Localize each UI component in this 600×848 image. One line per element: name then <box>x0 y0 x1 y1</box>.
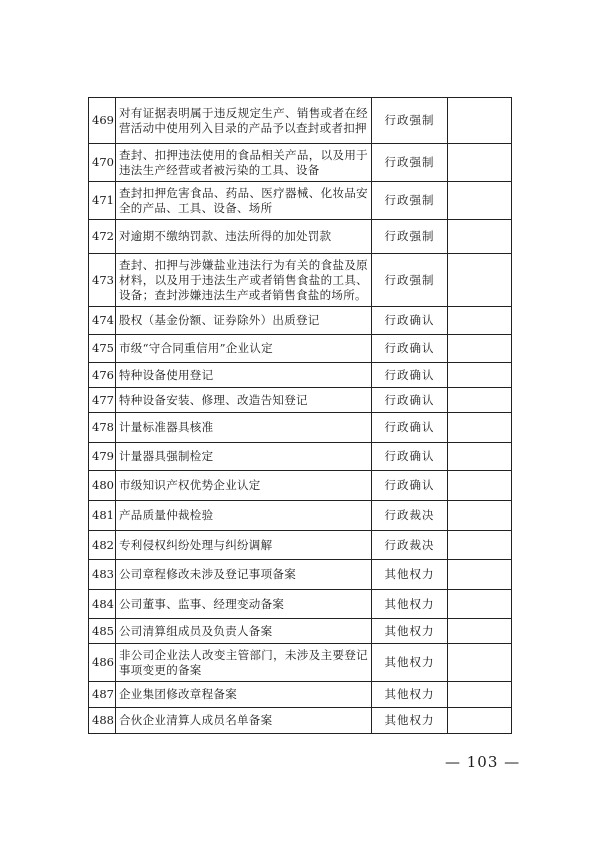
item-category: 行政确认 <box>372 335 448 363</box>
item-category: 行政强制 <box>372 98 448 144</box>
table-row <box>89 220 512 254</box>
row-number: 481 <box>89 501 116 531</box>
blank-cell <box>448 531 512 560</box>
item-name: 查封、扣押违法使用的食品相关产品，以及用于违法生产经营或者被污染的工具、设备 <box>116 144 372 182</box>
table-row <box>89 307 512 335</box>
item-category: 行政强制 <box>372 220 448 254</box>
item-name: 公司章程修改未涉及登记事项备案 <box>116 560 372 590</box>
item-category: 行政强制 <box>372 144 448 182</box>
table-row <box>89 531 512 560</box>
item-name: 公司清算组成员及负责人备案 <box>116 619 372 644</box>
blank-cell <box>448 182 512 220</box>
table-row <box>89 363 512 388</box>
table-row <box>89 254 512 307</box>
table-row <box>89 335 512 363</box>
item-name: 特种设备使用登记 <box>116 363 372 388</box>
table-row <box>89 560 512 590</box>
blank-cell <box>448 307 512 335</box>
item-category: 行政确认 <box>372 307 448 335</box>
item-name: 市级“守合同重信用”企业认定 <box>116 335 372 363</box>
item-name: 查封、扣押与涉嫌盐业违法行为有关的食盐及原材料，以及用于违法生产或者销售食盐的工具、设备；查封涉嫌违法生产或者销售食盐的场所。 <box>116 254 372 307</box>
item-category: 行政确认 <box>372 471 448 501</box>
item-name: 查封扣押危害食品、药品、医疗器械、化妆品安全的产品、工具、设备、场所 <box>116 182 372 220</box>
table-row <box>89 144 512 182</box>
row-number: 474 <box>89 307 116 335</box>
blank-cell <box>448 682 512 708</box>
item-name: 市级知识产权优势企业认定 <box>116 471 372 501</box>
blank-cell <box>448 560 512 590</box>
table-row <box>89 388 512 413</box>
blank-cell <box>448 144 512 182</box>
blank-cell <box>448 363 512 388</box>
blank-cell <box>448 471 512 501</box>
item-category: 行政强制 <box>372 182 448 220</box>
blank-cell <box>448 708 512 734</box>
blank-cell <box>448 98 512 144</box>
item-name: 特种设备安装、修理、改造告知登记 <box>116 388 372 413</box>
item-category: 其他权力 <box>372 619 448 644</box>
item-name: 企业集团修改章程备案 <box>116 682 372 708</box>
row-number: 486 <box>89 644 116 682</box>
item-category: 行政裁决 <box>372 531 448 560</box>
item-category: 行政确认 <box>372 413 448 443</box>
item-category: 行政确认 <box>372 388 448 413</box>
table-row <box>89 182 512 220</box>
table-row <box>89 98 512 144</box>
item-category: 行政裁决 <box>372 501 448 531</box>
item-name: 公司董事、监事、经理变动备案 <box>116 590 372 619</box>
item-category: 其他权力 <box>372 590 448 619</box>
row-number: 471 <box>89 182 116 220</box>
item-name: 专利侵权纠纷处理与纠纷调解 <box>116 531 372 560</box>
item-category: 行政确认 <box>372 443 448 471</box>
row-number: 480 <box>89 471 116 501</box>
blank-cell <box>448 619 512 644</box>
item-category: 行政强制 <box>372 254 448 307</box>
blank-cell <box>448 413 512 443</box>
item-name: 计量器具强制检定 <box>116 443 372 471</box>
table-row <box>89 590 512 619</box>
item-category: 其他权力 <box>372 644 448 682</box>
item-name: 对逾期不缴纳罚款、违法所得的加处罚款 <box>116 220 372 254</box>
row-number: 470 <box>89 144 116 182</box>
row-number: 472 <box>89 220 116 254</box>
table-row <box>89 413 512 443</box>
row-number: 478 <box>89 413 116 443</box>
page-number: — 103 — <box>445 753 521 771</box>
item-name: 合伙企业清算人成员名单备案 <box>116 708 372 734</box>
item-category: 行政确认 <box>372 363 448 388</box>
item-name: 产品质量仲裁检验 <box>116 501 372 531</box>
item-category: 其他权力 <box>372 560 448 590</box>
row-number: 476 <box>89 363 116 388</box>
blank-cell <box>448 335 512 363</box>
row-number: 484 <box>89 590 116 619</box>
row-number: 475 <box>89 335 116 363</box>
row-number: 477 <box>89 388 116 413</box>
table-body <box>89 98 512 734</box>
row-number: 485 <box>89 619 116 644</box>
table-row <box>89 708 512 734</box>
row-number: 482 <box>89 531 116 560</box>
table-row <box>89 501 512 531</box>
blank-cell <box>448 501 512 531</box>
row-number: 488 <box>89 708 116 734</box>
row-number: 479 <box>89 443 116 471</box>
row-number: 473 <box>89 254 116 307</box>
blank-cell <box>448 254 512 307</box>
row-number: 483 <box>89 560 116 590</box>
row-number: 487 <box>89 682 116 708</box>
item-category: 其他权力 <box>372 708 448 734</box>
table-row <box>89 443 512 471</box>
item-name: 计量标准器具核准 <box>116 413 372 443</box>
table-row <box>89 682 512 708</box>
table-row <box>89 619 512 644</box>
item-name: 股权（基金份额、证券除外）出质登记 <box>116 307 372 335</box>
table-row <box>89 471 512 501</box>
blank-cell <box>448 443 512 471</box>
blank-cell <box>448 590 512 619</box>
item-category: 其他权力 <box>372 682 448 708</box>
blank-cell <box>448 388 512 413</box>
table-row <box>89 644 512 682</box>
item-name: 对有证据表明属于违反规定生产、销售或者在经营活动中使用列入目录的产品予以查封或者扣押 <box>116 98 372 144</box>
power-catalog-table <box>88 97 512 734</box>
blank-cell <box>448 220 512 254</box>
row-number: 469 <box>89 98 116 144</box>
item-name: 非公司企业法人改变主管部门，未涉及主要登记事项变更的备案 <box>116 644 372 682</box>
blank-cell <box>448 644 512 682</box>
